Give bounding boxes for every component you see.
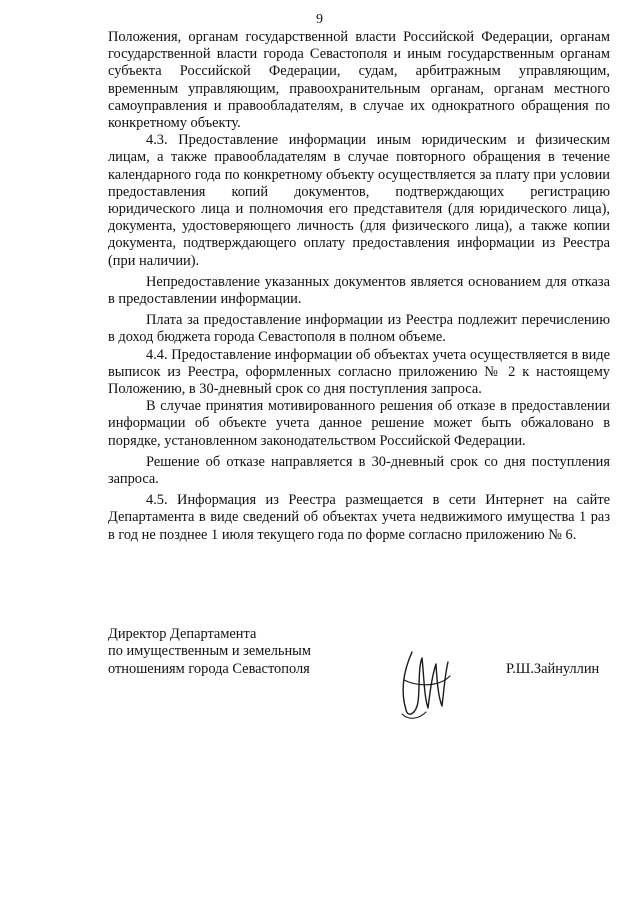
signatory-title-line-3: отношениям города Севастополя [108, 660, 310, 677]
page-number: 9 [316, 12, 323, 27]
paragraph-payment: Плата за предоставление информации из Реестра подлежит перечислению в доход бюджета города Севастополя в полном объеме. [108, 312, 610, 346]
paragraph-4-5: 4.5. Информация из Реестра размещается в сети Интернет на сайте Департамента в виде сведений об объектах учета недвижимого имущества 1 раз в год не позднее 1 июля текущего года по форме согласно приложению № 6. [108, 492, 610, 543]
signatory-name: Р.Ш.Зайнуллин [506, 661, 600, 677]
signatory-title-line-2: по имущественным и земельным [108, 643, 311, 660]
paragraph-refusal-appeal: В случае принятия мотивированного решения об отказе в предоставлении информации об объекте учета данное решение может быть обжаловано в порядке, установленном законодательством Российской Федерации. [108, 398, 610, 449]
signatory-title-line-1: Директор Департамента [108, 626, 257, 642]
handwritten-signature [382, 640, 462, 725]
paragraph-refusal-term: Решение об отказе направляется в 30-дневный срок со дня поступления запроса. [108, 453, 610, 488]
paragraph-4-4: 4.4. Предоставление информации об объектах учета осуществляется в виде выписок из Реестра, оформленных согласно приложению № 2 к настоящему Положению, в 30-дневный срок со дня поступления запроса. [108, 346, 610, 398]
document-body [108, 29, 610, 544]
paragraph-missing-documents: Непредоставление указанных документов является основанием для отказа в предоставлении информации. [108, 273, 610, 308]
paragraph-4-3: 4.3. Предоставление информации иным юридическим и физическим лицам, а также правообладателям в случае повторного обращения в течение календарного года по конкретному объекту осуществляется за плату при условии предоставления копий документов, подтверждающих регистрацию юридического лица и полномочия его представителя (для юридического лица), документа, удостоверяющего личность (для физического лица), а также копии документа, подтверждающего оплату предоставления информации из Реестра (при наличии). [108, 132, 610, 269]
paragraph-continuation: Положения, органам государственной власти Российской Федерации, органам государственной власти города Севастополя и иным государственным органам субъекта Российской Федерации, судам, арбитражным управляющим, временным управляющим, правоохранительным органам, органам местного самоуправления и правообладателям, в случае их однократного обращения по конкретному объекту. [108, 29, 610, 132]
